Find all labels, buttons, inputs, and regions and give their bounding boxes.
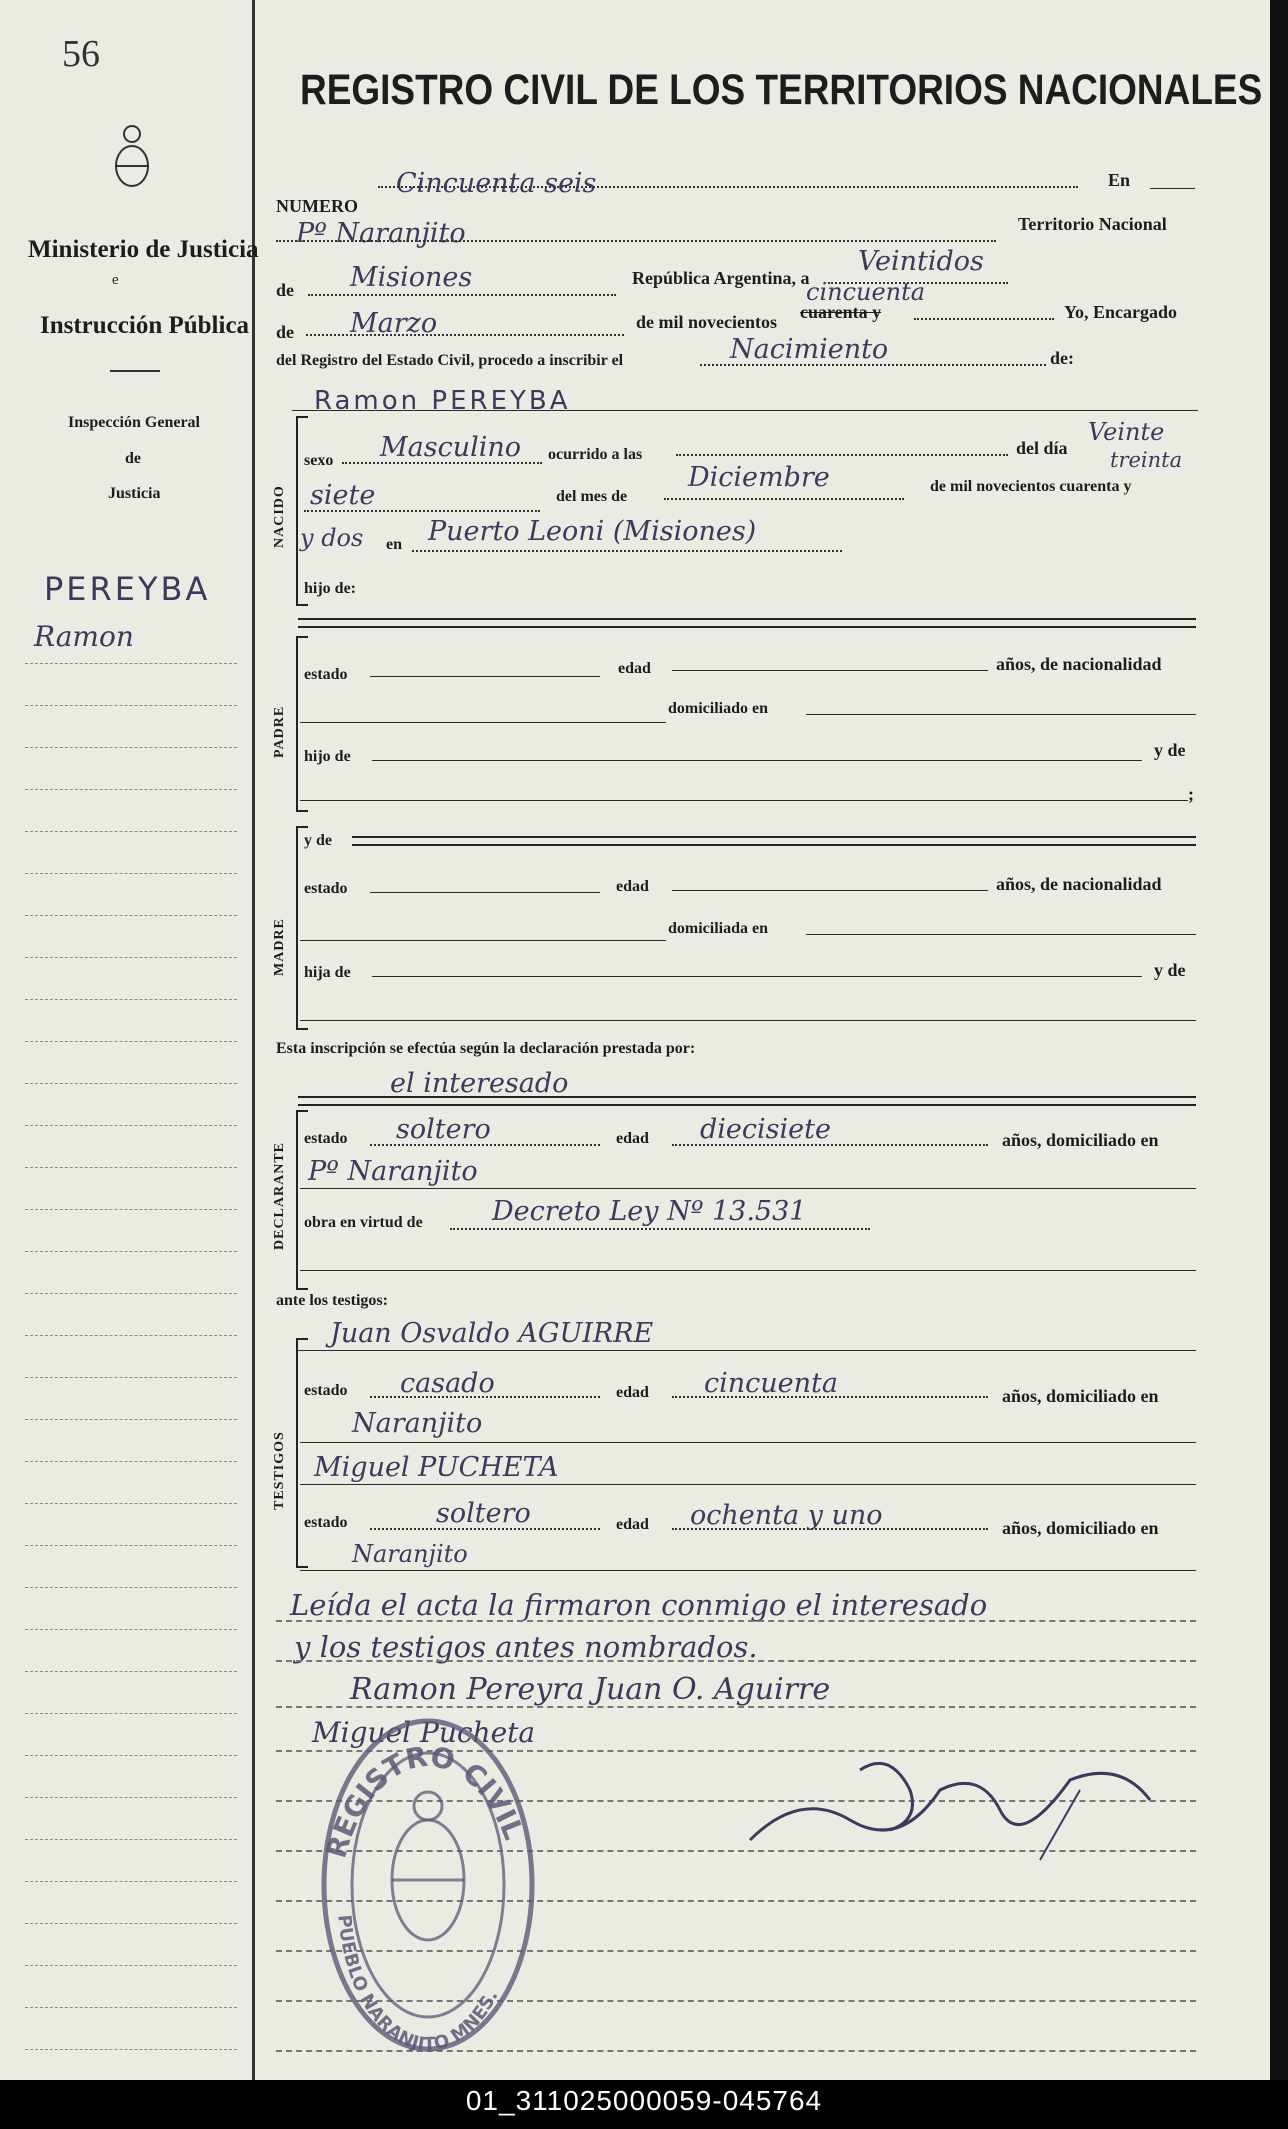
- sidebar-surname: PEREYBA: [44, 570, 211, 608]
- label-de-mil: de mil novecientos: [636, 312, 777, 332]
- label-madre-estado: estado: [304, 880, 348, 897]
- hw-anio: cincuenta: [806, 278, 926, 306]
- label-nacido-de-mil: de mil novecientos cuarenta y: [930, 478, 1132, 495]
- label-t1-edad: edad: [616, 1384, 649, 1401]
- inspection-line-1: Inspección General: [68, 414, 200, 431]
- hw-signatures-2: Miguel Pucheta: [312, 1716, 536, 1749]
- label-t1-anos: años, domiciliado en: [1002, 1386, 1159, 1406]
- ministry-line-1: Ministerio de Justicia: [28, 236, 259, 263]
- label-madre-y-de: y de: [304, 832, 332, 849]
- margin-ruled-lines: [25, 622, 237, 2052]
- hw-nacido-lugar: Puerto Leoni (Misiones): [428, 516, 757, 547]
- page-title: REGISTRO CIVIL DE LOS TERRITORIOS NACIONALES: [300, 66, 1263, 114]
- hw-nacido-anio: y dos: [300, 524, 364, 552]
- label-declarante-edad: edad: [616, 1130, 649, 1147]
- label-t1-estado: estado: [304, 1382, 348, 1399]
- hw-t2-nombre: Miguel PUCHETA: [314, 1452, 559, 1483]
- hw-nacido-dia: Veinte: [1088, 418, 1165, 446]
- label-padre-edad: edad: [618, 660, 651, 677]
- scan-edge: [1270, 0, 1288, 2080]
- ministry-line-2: e: [112, 272, 119, 288]
- label-t2-estado: estado: [304, 1514, 348, 1531]
- hw-closing-line-2: y los testigos antes nombrados.: [294, 1630, 758, 1664]
- section-label-declarante: DECLARANTE: [272, 1141, 287, 1250]
- label-padre-hijo-de: hijo de: [304, 748, 351, 765]
- label-padre-estado: estado: [304, 666, 348, 683]
- label-madre-hija-de: hija de: [304, 964, 351, 981]
- hw-declarante-domicilio: Pº Naranjito: [308, 1156, 478, 1187]
- hw-t2-estado: soltero: [436, 1498, 531, 1529]
- label-declarante-estado: estado: [304, 1130, 348, 1147]
- inspection-line-3: Justicia: [108, 485, 161, 502]
- label-de-colon: de:: [1050, 348, 1074, 368]
- label-madre-y-de-2: y de: [1154, 960, 1186, 980]
- label-testigos-intro: ante los testigos:: [276, 1292, 388, 1309]
- coat-of-arms-icon: [110, 122, 154, 192]
- label-nacido-en: en: [386, 536, 402, 553]
- label-yo-encargado: Yo, Encargado: [1064, 302, 1178, 322]
- ministry-line-3: Instrucción Pública: [40, 312, 250, 339]
- label-del-mes: del mes de: [556, 488, 628, 505]
- hw-sexo: Masculino: [380, 432, 522, 463]
- hw-nacido-hora: treinta: [1110, 448, 1183, 472]
- label-obra: obra en virtud de: [304, 1214, 423, 1231]
- hw-lugar: Pº Naranjito: [296, 218, 466, 249]
- hw-obra: Decreto Ley Nº 13.531: [492, 1196, 807, 1227]
- hw-dia: Veintidos: [858, 246, 984, 277]
- hw-t1-estado: casado: [400, 1368, 495, 1399]
- document-id: 01_311025000059-045764: [465, 2085, 823, 2116]
- hw-territorio: Misiones: [350, 262, 473, 293]
- label-numero: NUMERO: [276, 196, 358, 216]
- hw-mes: Marzo: [350, 308, 438, 339]
- hw-closing-line-1: Leída el acta la firmaron conmigo el interesado: [290, 1588, 988, 1622]
- section-label-nacido: NACIDO: [272, 485, 287, 548]
- section-label-padre: PADRE: [272, 705, 287, 758]
- section-label-madre: MADRE: [272, 918, 287, 976]
- label-madre-edad: edad: [616, 878, 649, 895]
- hw-nacido-dia2: siete: [310, 480, 376, 511]
- label-sexo: sexo: [304, 452, 334, 469]
- hw-t1-domicilio: Naranjito: [352, 1408, 483, 1439]
- hw-declarante-estado: soltero: [396, 1114, 491, 1145]
- label-del-dia: del día: [1016, 438, 1068, 458]
- hw-acto: Nacimiento: [730, 334, 889, 365]
- margin-rule: [252, 0, 255, 2080]
- hw-t1-edad: cincuenta: [704, 1368, 838, 1399]
- label-de-2: de: [276, 322, 294, 342]
- label-republica: República Argentina, a: [632, 268, 810, 288]
- label-declaracion-intro: Esta inscripción se efectúa según la declaración prestada por:: [276, 1040, 696, 1057]
- hw-declarante: el interesado: [390, 1068, 569, 1099]
- stamp-text-top: REGISTRO CIVIL: [319, 1739, 531, 1862]
- inspection-line-2: de: [125, 450, 141, 467]
- label-registro: del Registro del Estado Civil, procedo a inscribir el: [276, 352, 624, 369]
- label-cuarenta-y: cuarenta y: [800, 302, 882, 322]
- stamp-text-bottom: PUEBLO NARANJITO MNES.: [333, 1913, 503, 2056]
- hw-t1-nombre: Juan Osvaldo AGUIRRE: [330, 1318, 654, 1349]
- label-hijo-de: hijo de:: [304, 580, 356, 597]
- label-ocurrido: ocurrido a las: [548, 446, 643, 463]
- label-territorio: Territorio Nacional: [1018, 214, 1167, 234]
- hw-nacido-nombre: Ramon PEREYBA: [314, 386, 571, 416]
- label-madre-anos: años, de nacionalidad: [996, 874, 1162, 894]
- label-padre-semicolon: ;: [1188, 784, 1194, 804]
- hw-numero: Cincuenta seis: [396, 168, 597, 199]
- section-label-testigos: TESTIGOS: [272, 1431, 287, 1510]
- label-declarante-anos: años, domiciliado en: [1002, 1130, 1159, 1150]
- sidebar-given-name: Ramon: [34, 620, 134, 653]
- label-en: En: [1108, 170, 1131, 190]
- registrar-signature-icon: [740, 1730, 1160, 1870]
- hw-declarante-edad: diecisiete: [700, 1114, 831, 1145]
- label-padre-y-de: y de: [1154, 740, 1186, 760]
- label-padre-domiciliado: domiciliado en: [668, 700, 769, 717]
- label-t2-edad: edad: [616, 1516, 649, 1533]
- registro-civil-stamp-icon: [308, 1700, 548, 2070]
- label-madre-domiciliada: domiciliada en: [668, 920, 769, 937]
- hw-nacido-mes: Diciembre: [688, 462, 830, 493]
- hw-t2-domicilio: Naranjito: [352, 1540, 468, 1568]
- hw-signatures-1: Ramon Pereyra Juan O. Aguirre: [350, 1672, 831, 1707]
- label-t2-anos: años, domiciliado en: [1002, 1518, 1159, 1538]
- label-de-1: de: [276, 280, 294, 300]
- label-padre-anos: años, de nacionalidad: [996, 654, 1162, 674]
- page-number: 56: [62, 33, 100, 75]
- hw-t2-edad: ochenta y uno: [690, 1500, 883, 1531]
